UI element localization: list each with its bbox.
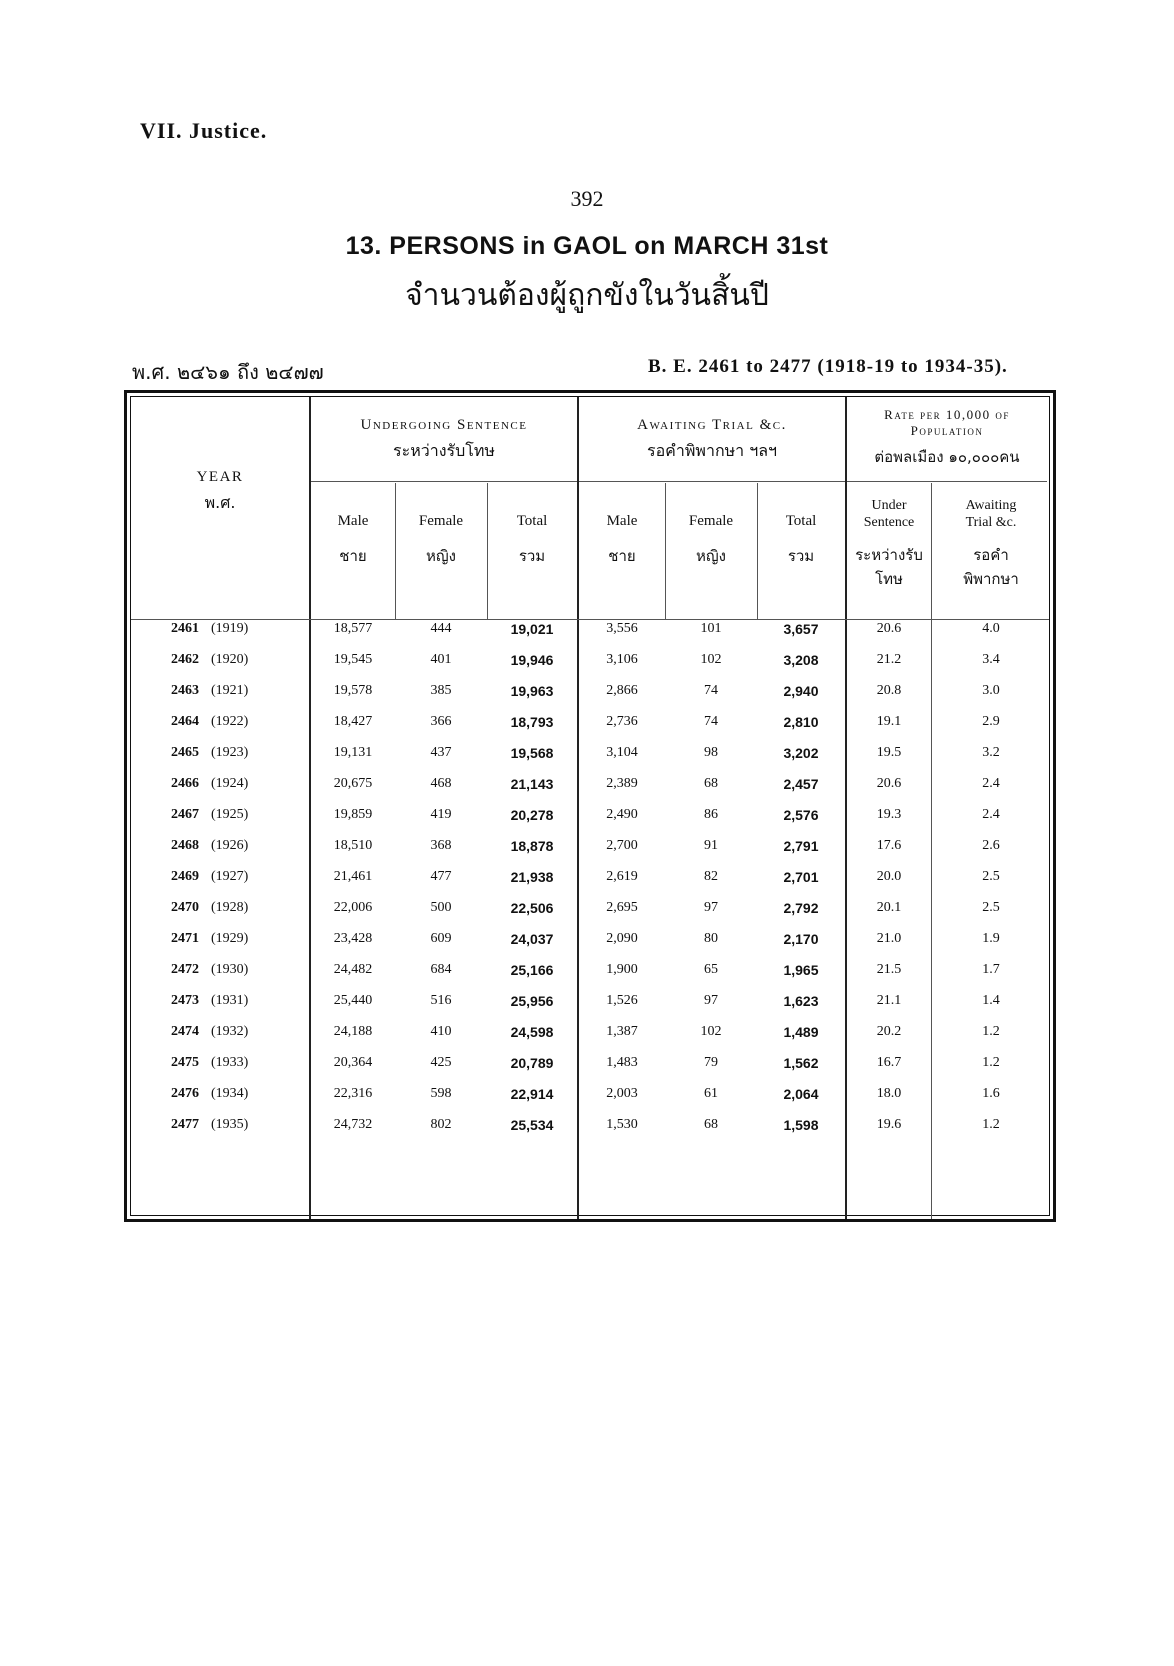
row-year-ce: (1920) [211, 652, 249, 667]
cell-us-female: 477 [430, 869, 452, 884]
cell-us-total: 24,598 [510, 1024, 554, 1040]
row-year-ce: (1927) [211, 869, 249, 884]
cell-at-male: 1,526 [606, 993, 638, 1008]
year-header-thai: พ.ศ. [204, 493, 236, 512]
cell-rate-at: 2.6 [982, 838, 1000, 853]
rate-header [847, 407, 1047, 465]
cell-rate-at: 1.9 [982, 931, 1000, 946]
cell-at-male: 2,490 [606, 807, 638, 822]
year-range-thai: พ.ศ. ๒๔๖๑ ถึง ๒๔๗๗ [132, 360, 324, 384]
table-title-thai: จำนวนต้องผู้ถูกขังในวันสิ้นปี [405, 278, 769, 313]
awaiting-trial-thai: รอคำพิพากษา ฯลฯ [646, 441, 778, 460]
cell-us-female: 802 [430, 1117, 452, 1132]
cell-at-female: 68 [704, 1117, 718, 1132]
cell-us-female: 410 [430, 1024, 452, 1039]
cell-us-male: 19,545 [333, 652, 373, 667]
cell-rate-at: 2.5 [982, 869, 1000, 884]
row-year-be: 2473 [171, 993, 199, 1008]
cell-us-female: 385 [430, 683, 452, 698]
cell-at-male: 2,003 [606, 1086, 638, 1101]
cell-us-male: 19,578 [333, 683, 373, 698]
cell-rate-at: 2.4 [982, 807, 1000, 822]
cell-us-male: 20,675 [333, 776, 373, 791]
cell-at-female: 91 [704, 838, 718, 853]
rate-header-thai: ต่อพลเมือง ๑๐,๐๐๐คน [874, 448, 1020, 466]
cell-us-male: 22,006 [333, 900, 373, 915]
cell-rate-at: 1.2 [982, 1117, 1000, 1132]
cell-rate-at: 4.0 [982, 621, 1000, 636]
undergoing-sentence-label: Undergoing Sentence [360, 417, 528, 433]
rate-subheader-rule [847, 481, 1047, 482]
cell-at-total: 2,791 [783, 838, 819, 854]
cell-at-total: 3,202 [783, 745, 819, 761]
row-year-ce: (1926) [211, 838, 249, 853]
cell-at-total: 3,208 [783, 652, 819, 668]
row-year-be: 2466 [171, 776, 199, 791]
cell-rate-at: 3.0 [982, 683, 1000, 698]
cell-at-male: 2,090 [606, 931, 638, 946]
cell-at-female: 79 [704, 1055, 718, 1070]
year-range-english: B. E. 2461 to 2477 (1918-19 to 1934-35). [648, 356, 1008, 377]
cell-us-male: 23,428 [333, 931, 373, 946]
row-year-be: 2476 [171, 1086, 199, 1101]
cell-us-male: 20,364 [333, 1055, 373, 1070]
col-header-us-total-thai: รวม [518, 547, 546, 565]
cell-at-female: 102 [700, 652, 722, 667]
cell-at-total: 3,657 [783, 621, 819, 637]
col-header-us-total [487, 513, 577, 565]
row-year-be: 2467 [171, 807, 199, 822]
cell-at-male: 2,695 [606, 900, 638, 915]
undergoing-sentence-thai: ระหว่างรับโทษ [393, 441, 495, 460]
cell-rate-us: 19.1 [876, 714, 902, 729]
cell-at-total: 2,457 [783, 776, 819, 792]
cell-at-male: 2,866 [606, 683, 638, 698]
cell-at-female: 101 [700, 621, 722, 636]
cell-rate-us: 20.2 [876, 1024, 902, 1039]
row-year-be: 2461 [171, 621, 199, 636]
col-header-rate-under-sentence-thai: ระหว่างรับโทษ [855, 546, 923, 588]
cell-us-female: 368 [430, 838, 452, 853]
cell-us-total: 25,534 [510, 1117, 554, 1133]
cell-at-female: 97 [704, 900, 718, 915]
cell-at-male: 2,700 [606, 838, 638, 853]
cell-at-total: 2,064 [783, 1086, 819, 1102]
cell-at-total: 1,562 [783, 1055, 819, 1071]
cell-at-male: 3,106 [606, 652, 638, 667]
cell-at-total: 2,940 [783, 683, 819, 699]
col-header-us-male [311, 513, 395, 565]
col-divider-rate [931, 483, 932, 1219]
cell-at-female: 80 [704, 931, 718, 946]
cell-rate-us: 19.6 [876, 1117, 902, 1132]
rate-header-label: Rate per 10,000 of Population [884, 407, 1010, 438]
row-year-ce: (1922) [211, 714, 249, 729]
cell-at-female: 86 [704, 807, 718, 822]
row-year-ce: (1924) [211, 776, 249, 791]
cell-rate-us: 18.0 [876, 1086, 902, 1101]
cell-us-male: 19,131 [333, 745, 373, 760]
row-year-ce: (1933) [211, 1055, 249, 1070]
cell-us-male: 24,732 [333, 1117, 373, 1132]
undergoing-sentence-header [311, 417, 577, 459]
cell-us-female: 468 [430, 776, 452, 791]
cell-us-male: 18,577 [333, 621, 373, 636]
cell-us-female: 425 [430, 1055, 452, 1070]
awaiting-trial-header [579, 417, 845, 459]
cell-at-total: 2,576 [783, 807, 819, 823]
cell-rate-us: 19.3 [876, 807, 902, 822]
cell-rate-at: 1.2 [982, 1055, 1000, 1070]
cell-rate-at: 1.7 [982, 962, 1000, 977]
cell-us-female: 437 [430, 745, 452, 760]
undergoing-subheader-rule [311, 481, 577, 482]
cell-rate-at: 1.6 [982, 1086, 1000, 1101]
row-year-be: 2471 [171, 931, 199, 946]
col-header-at-total-label: Total [785, 513, 817, 529]
cell-us-total: 18,878 [510, 838, 554, 854]
cell-us-female: 598 [430, 1086, 452, 1101]
row-year-be: 2468 [171, 838, 199, 853]
cell-us-male: 18,510 [333, 838, 373, 853]
cell-at-male: 1,530 [606, 1117, 638, 1132]
awaiting-subheader-rule [579, 481, 845, 482]
cell-at-female: 61 [704, 1086, 718, 1101]
cell-us-total: 20,278 [510, 807, 554, 823]
cell-us-female: 684 [430, 962, 452, 977]
col-header-rate-awaiting-label: Awaiting Trial &c. [965, 498, 1017, 530]
row-year-ce: (1930) [211, 962, 249, 977]
cell-us-male: 19,859 [333, 807, 373, 822]
cell-at-female: 82 [704, 869, 718, 884]
cell-us-total: 25,166 [510, 962, 554, 978]
row-year-ce: (1925) [211, 807, 249, 822]
row-year-ce: (1921) [211, 683, 249, 698]
cell-us-male: 24,482 [333, 962, 373, 977]
cell-us-total: 18,793 [510, 714, 554, 730]
cell-at-male: 3,104 [606, 745, 638, 760]
cell-rate-at: 3.4 [982, 652, 1000, 667]
cell-rate-at: 2.9 [982, 714, 1000, 729]
cell-us-total: 21,938 [510, 869, 554, 885]
cell-rate-at: 3.2 [982, 745, 1000, 760]
cell-at-male: 2,619 [606, 869, 638, 884]
row-year-be: 2472 [171, 962, 199, 977]
cell-at-male: 1,387 [606, 1024, 638, 1039]
row-year-ce: (1934) [211, 1086, 249, 1101]
col-header-at-female [665, 513, 757, 565]
col-header-us-total-label: Total [516, 513, 548, 529]
row-year-be: 2469 [171, 869, 199, 884]
row-year-be: 2477 [171, 1117, 199, 1132]
cell-us-female: 401 [430, 652, 452, 667]
year-header-label: YEAR [196, 469, 244, 485]
cell-at-female: 98 [704, 745, 718, 760]
cell-rate-us: 19.5 [876, 745, 902, 760]
cell-us-male: 25,440 [333, 993, 373, 1008]
cell-us-total: 19,963 [510, 683, 554, 699]
table-title: 13. PERSONS in GAOL on MARCH 31st [345, 232, 829, 260]
cell-at-male: 3,556 [606, 621, 638, 636]
cell-at-total: 2,810 [783, 714, 819, 730]
cell-at-male: 1,483 [606, 1055, 638, 1070]
cell-us-female: 444 [430, 621, 452, 636]
col-header-rate-awaiting [933, 497, 1049, 591]
cell-rate-us: 20.8 [876, 683, 902, 698]
col-header-at-male-label: Male [606, 513, 638, 529]
cell-at-female: 74 [704, 683, 718, 698]
cell-rate-at: 2.4 [982, 776, 1000, 791]
row-year-be: 2464 [171, 714, 199, 729]
cell-at-male: 2,736 [606, 714, 638, 729]
cell-us-total: 20,789 [510, 1055, 554, 1071]
cell-at-female: 102 [700, 1024, 722, 1039]
row-year-ce: (1929) [211, 931, 249, 946]
cell-at-male: 2,389 [606, 776, 638, 791]
cell-rate-us: 17.6 [876, 838, 902, 853]
row-year-ce: (1923) [211, 745, 249, 760]
cell-us-female: 516 [430, 993, 452, 1008]
row-year-be: 2474 [171, 1024, 199, 1039]
cell-at-total: 2,792 [783, 900, 819, 916]
cell-at-female: 65 [704, 962, 718, 977]
col-header-at-total [757, 513, 845, 565]
cell-at-total: 1,965 [783, 962, 819, 978]
page-number: 392 [570, 186, 604, 211]
cell-us-female: 500 [430, 900, 452, 915]
cell-us-male: 21,461 [333, 869, 373, 884]
row-year-ce: (1931) [211, 993, 249, 1008]
row-year-be: 2462 [171, 652, 199, 667]
col-header-at-female-thai: หญิง [696, 547, 726, 565]
cell-us-male: 18,427 [333, 714, 373, 729]
row-year-be: 2470 [171, 900, 199, 915]
cell-rate-us: 20.0 [876, 869, 902, 884]
col-header-us-female [395, 513, 487, 565]
cell-at-total: 2,170 [783, 931, 819, 947]
cell-at-total: 1,489 [783, 1024, 819, 1040]
cell-at-male: 1,900 [606, 962, 638, 977]
col-header-at-total-thai: รวม [787, 547, 815, 565]
year-header [131, 469, 309, 511]
col-header-rate-awaiting-thai: รอคำพิพากษา [963, 546, 1019, 588]
cell-at-total: 2,701 [783, 869, 819, 885]
cell-rate-us: 21.1 [876, 993, 902, 1008]
cell-at-female: 74 [704, 714, 718, 729]
cell-us-female: 366 [430, 714, 452, 729]
cell-rate-us: 16.7 [876, 1055, 902, 1070]
row-year-ce: (1928) [211, 900, 249, 915]
col-header-at-female-label: Female [688, 513, 734, 529]
cell-rate-at: 1.2 [982, 1024, 1000, 1039]
cell-us-total: 19,568 [510, 745, 554, 761]
cell-us-total: 22,914 [510, 1086, 554, 1102]
row-year-ce: (1935) [211, 1117, 249, 1132]
col-header-rate-under-sentence-label: Under Sentence [863, 498, 915, 530]
cell-us-total: 21,143 [510, 776, 554, 792]
col-header-us-male-label: Male [337, 513, 369, 529]
cell-rate-us: 21.5 [876, 962, 902, 977]
data-table [124, 390, 1056, 1222]
cell-us-total: 25,956 [510, 993, 554, 1009]
row-year-be: 2463 [171, 683, 199, 698]
row-year-ce: (1932) [211, 1024, 249, 1039]
col-header-us-female-thai: หญิง [426, 547, 456, 565]
cell-rate-at: 2.5 [982, 900, 1000, 915]
cell-us-total: 22,506 [510, 900, 554, 916]
cell-us-total: 24,037 [510, 931, 554, 947]
cell-us-total: 19,946 [510, 652, 554, 668]
col-header-at-male [579, 513, 665, 565]
row-year-ce: (1919) [211, 621, 249, 636]
cell-at-total: 1,598 [783, 1117, 819, 1133]
cell-us-female: 609 [430, 931, 452, 946]
cell-rate-us: 20.6 [876, 776, 902, 791]
header-bottom-rule [131, 619, 1049, 620]
cell-us-total: 19,021 [510, 621, 554, 637]
cell-us-male: 22,316 [333, 1086, 373, 1101]
cell-us-female: 419 [430, 807, 452, 822]
section-heading: VII. Justice. [140, 118, 268, 143]
cell-us-male: 24,188 [333, 1024, 373, 1039]
cell-rate-us: 21.0 [876, 931, 902, 946]
cell-at-female: 68 [704, 776, 718, 791]
cell-rate-us: 20.6 [876, 621, 902, 636]
col-header-rate-under-sentence [847, 497, 931, 591]
cell-at-female: 97 [704, 993, 718, 1008]
awaiting-trial-label: Awaiting Trial &c. [637, 417, 787, 433]
col-header-at-male-thai: ชาย [608, 547, 636, 565]
cell-rate-at: 1.4 [982, 993, 1000, 1008]
cell-rate-us: 20.1 [876, 900, 902, 915]
col-header-us-male-thai: ชาย [339, 547, 367, 565]
row-year-be: 2475 [171, 1055, 199, 1070]
cell-at-total: 1,623 [783, 993, 819, 1009]
col-header-us-female-label: Female [418, 513, 464, 529]
cell-rate-us: 21.2 [876, 652, 902, 667]
row-year-be: 2465 [171, 745, 199, 760]
